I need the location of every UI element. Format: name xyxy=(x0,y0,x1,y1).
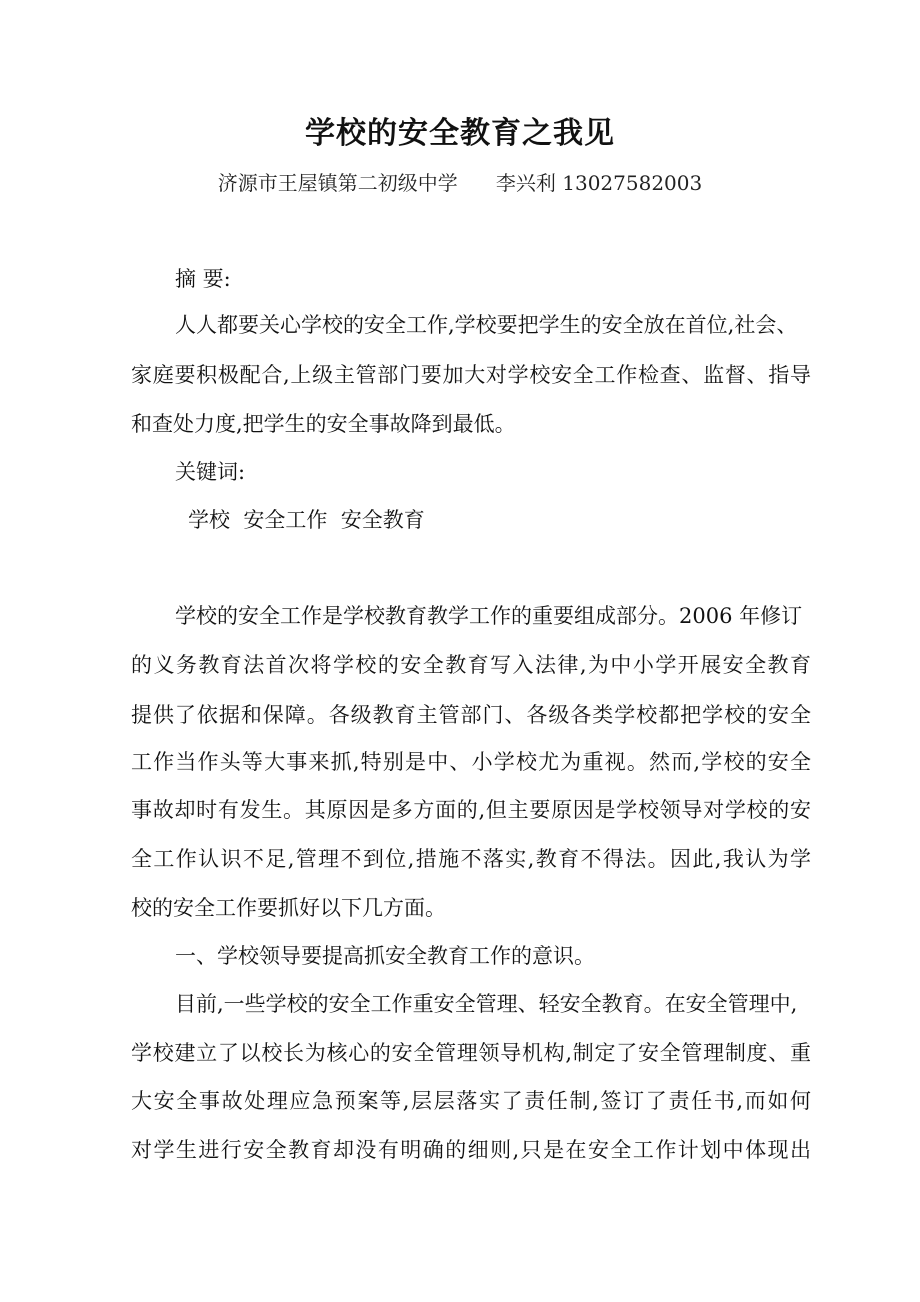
body-line: 全工作认识不足,管理不到位,措施不落实,教育不得法。因此,我认为学 xyxy=(131,847,811,871)
document-title: 学校的安全教育之我见 xyxy=(305,116,615,151)
abstract-line: 和查处力度,把学生的安全事故降到最低。 xyxy=(131,412,516,436)
abstract-line: 人人都要关心学校的安全工作,学校要把学生的安全放在首位,社会、 xyxy=(175,313,798,337)
body-line: 事故却时有发生。其原因是多方面的,但主要原因是学校领导对学校的安 xyxy=(131,798,811,822)
body-line: 学校的安全工作是学校教育教学工作的重要组成部分。2006 年修订 xyxy=(175,604,803,628)
keywords-label: 关键词: xyxy=(175,460,246,484)
body-line: 的义务教育法首次将学校的安全教育写入法律,为中小学开展安全教育 xyxy=(131,653,811,677)
section-line: 大安全事故处理应急预案等,层层落实了责任制,签订了责任书,而如何 xyxy=(131,1089,811,1113)
section-line: 学校建立了以校长为核心的安全管理领导机构,制定了安全管理制度、重 xyxy=(131,1041,811,1065)
author-byline: 济源市王屋镇第二初级中学 李兴利 13027582003 xyxy=(217,171,703,195)
abstract-line: 家庭要积极配合,上级主管部门要加大对学校安全工作检查、监督、指导 xyxy=(131,363,811,387)
body-line: 校的安全工作要抓好以下几方面。 xyxy=(131,896,446,920)
body-line: 工作当作头等大事来抓,特别是中、小学校尤为重视。然而,学校的安全 xyxy=(131,750,811,774)
abstract-label: 摘 要: xyxy=(175,267,231,291)
section-heading: 一、学校领导要提高抓安全教育工作的意识。 xyxy=(175,944,595,968)
section-line: 目前,一些学校的安全工作重安全管理、轻安全教育。在安全管理中, xyxy=(175,992,798,1016)
keywords: 学校 安全工作 安全教育 xyxy=(188,508,425,532)
section-line: 对学生进行安全教育却没有明确的细则,只是在安全工作计划中体现出 xyxy=(131,1138,811,1162)
body-line: 提供了依据和保障。各级教育主管部门、各级各类学校都把学校的安全 xyxy=(131,703,811,727)
